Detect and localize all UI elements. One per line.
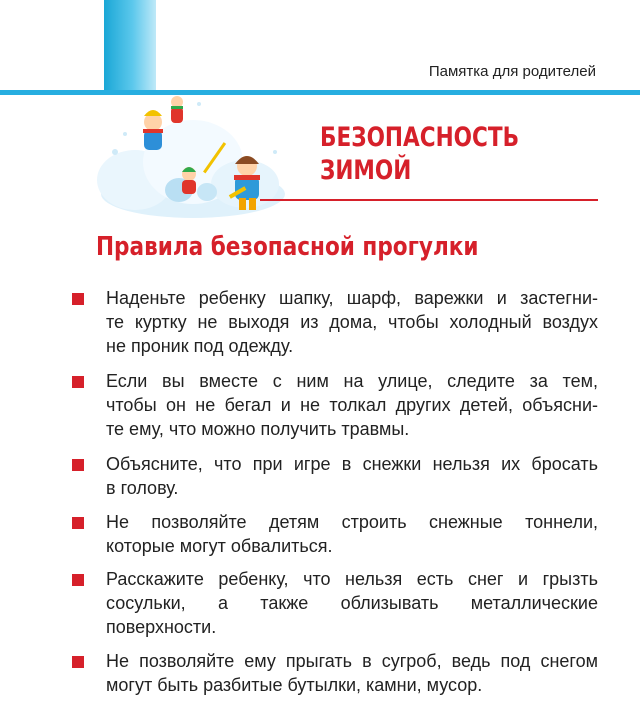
bullet-square-icon — [72, 656, 84, 668]
page-title-line-1: БЕЗОПАСНОСТЬ — [320, 122, 520, 153]
rule-line: те куртку не выходя из дома, чтобы холодный воздух — [106, 312, 598, 332]
bullet-square-icon — [72, 293, 84, 305]
rule-line: Если вы вместе с ним на улице, следите за тем, — [106, 371, 598, 391]
header-label: Памятка для родителей — [428, 63, 596, 80]
rule-line: не проник под одежду. — [106, 336, 294, 356]
rule-line: Расскажите ребенку, что нельзя есть снег и грызть — [106, 569, 598, 589]
rule-line: которые могут обвалиться. — [106, 536, 333, 556]
rule-line: чтобы он не бегал и не толкал других детей, объясни- — [106, 395, 598, 415]
rule-line: Не позволяйте ему прыгать в сугроб, ведь под снегом — [106, 651, 598, 671]
page-title — [320, 121, 519, 187]
bullet-square-icon — [72, 376, 84, 388]
rule-line: Не позволяйте детям строить снежные тоннели, — [106, 512, 598, 532]
bullet-square-icon — [72, 517, 84, 529]
bullet-square-icon — [72, 459, 84, 471]
bullet-square-icon — [72, 574, 84, 586]
section-subtitle: Правила безопасной прогулки — [96, 232, 479, 262]
rule-line: поверхности. — [106, 617, 217, 637]
title-underline — [260, 199, 598, 201]
header-vertical-stripe — [104, 0, 156, 94]
rule-line: Объясните, что при игре в снежки нельзя их бросать — [106, 454, 598, 474]
page-title-line-2: ЗИМОЙ — [320, 155, 412, 186]
rule-line: сосульки, а также облизывать металлические — [106, 593, 598, 613]
rule-line: Наденьте ребенку шапку, шарф, варежки и застегни- — [106, 288, 598, 308]
rule-line: могут быть разбитые бутылки, камни, мусор. — [106, 675, 483, 695]
rule-line: те ему, что можно получить травмы. — [106, 419, 410, 439]
rule-line: в голову. — [106, 478, 179, 498]
children-winter-illustration — [95, 92, 285, 222]
